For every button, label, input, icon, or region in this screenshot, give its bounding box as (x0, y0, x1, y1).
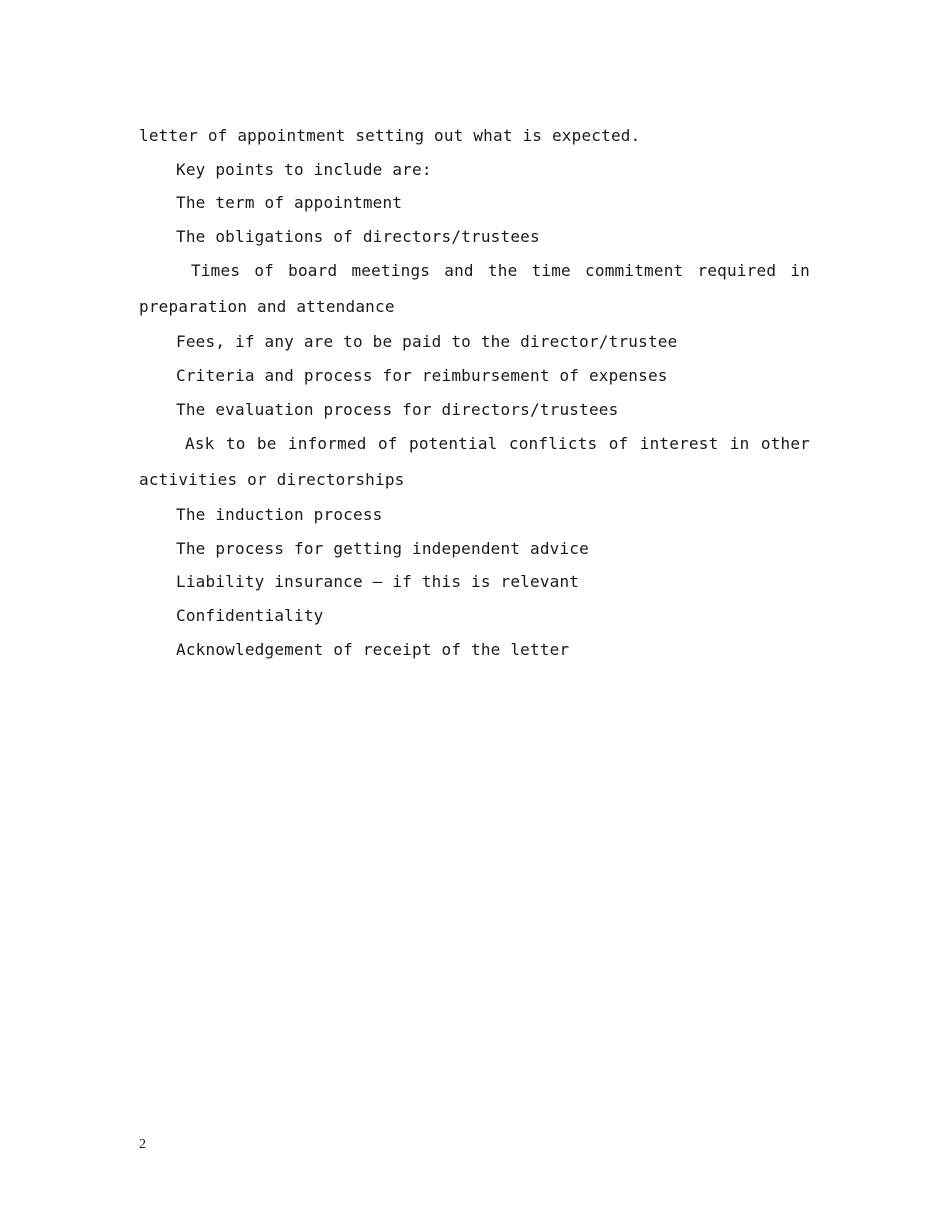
list-item: The induction process (176, 505, 383, 525)
list-item-first-line: Ask to be informed of potential conflicts of interest in other (185, 434, 810, 454)
list-item-wrapped (139, 253, 810, 325)
list-item: Liability insurance — if this is relevant (176, 572, 580, 592)
text-line: letter of appointment setting out what is expected. (139, 126, 641, 145)
list-item-continuation: preparation and attendance (139, 297, 395, 317)
list-item: The term of appointment (176, 193, 403, 213)
list-item: The process for getting independent advice (176, 538, 589, 558)
list-item: Fees, if any are to be paid to the director/trustee (176, 332, 678, 352)
list-item-first-line: Times of board meetings and the time commitment required in (191, 261, 810, 281)
list-item: Criteria and process for reimbursement of expenses (176, 365, 668, 385)
list-item: Acknowledgement of receipt of the letter (176, 639, 570, 659)
list-item-wrapped (139, 426, 810, 498)
text-line: Key points to include are: (176, 159, 432, 179)
page-number: 2 (139, 1137, 146, 1152)
list-item-continuation: activities or directorships (139, 470, 405, 490)
list-item: The obligations of directors/trustees (176, 226, 540, 246)
list-item: Confidentiality (176, 605, 324, 625)
document-body (139, 119, 810, 666)
list-item: The evaluation process for directors/trustees (176, 399, 619, 419)
